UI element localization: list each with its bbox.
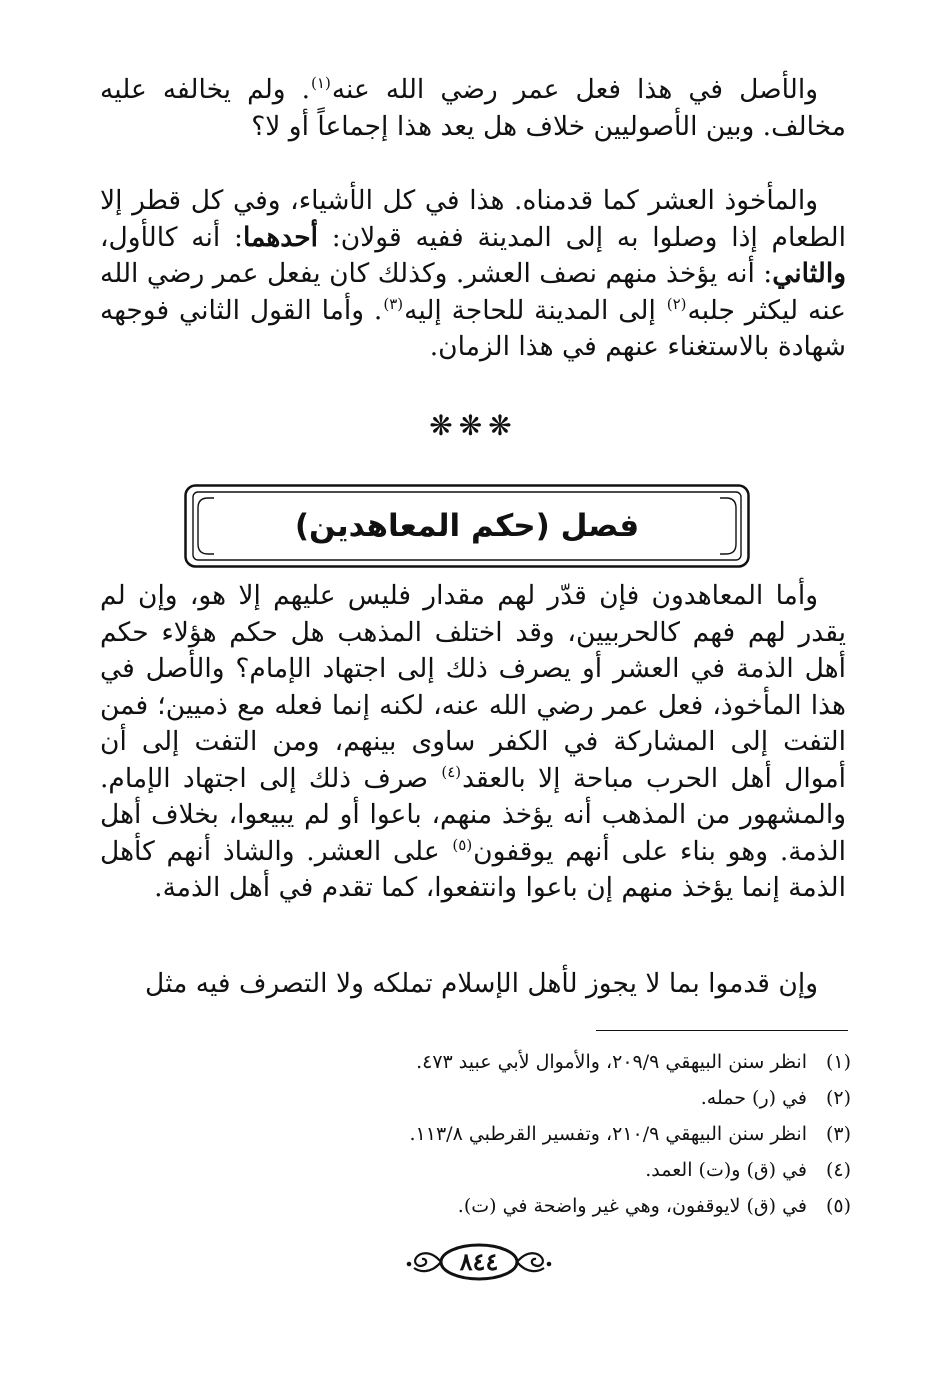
section-heading-title: فصل (حكم المعاهدين)	[294, 508, 640, 544]
footnote-number: (٤)	[825, 1159, 851, 1181]
footnote-text: انظر سنن البيهقي ٢٠٩/٩، والأموال لأبي عبيد ٤٧٣.	[416, 1051, 807, 1073]
paragraph-text: على العشر. والشاذ أنهم كأهل الذمة إنما يؤخذ منهم إن باعوا وانتفعوا، كما تقدم في أهل الذمة.	[100, 835, 846, 903]
paragraph-text: : أنه كالأول،	[100, 221, 243, 253]
paragraph-consensus	[100, 72, 846, 145]
footnote-text: في (ق) و(ت) العمد.	[645, 1159, 807, 1181]
paragraph-tithe	[100, 183, 846, 366]
paragraph-text: : أنه يؤخذ منهم نصف العشر. وكذلك كان يفعل عمر رضي الله عنه ليكثر جلبه	[100, 258, 846, 326]
paragraph-text: . وأما القول الثاني فوجهه شهادة بالاستغناء عنهم في هذا الزمان.	[100, 294, 846, 362]
paragraph-text: وإن قدموا بما لا يجوز لأهل الإسلام تملكه ولا التصرف فيه مثل	[145, 968, 818, 999]
footnote-item	[91, 1044, 851, 1080]
page-number: ٨٤٤	[459, 1247, 499, 1276]
footnote-number: (٢)	[825, 1087, 851, 1109]
footnotes-list	[91, 1044, 851, 1224]
paragraph-text: والأصل في هذا فعل عمر رضي الله عنه	[331, 74, 818, 105]
paragraph-text: صرف ذلك إلى اجتهاد الإمام. والمشهور من المذهب أنه يؤخذ منهم، باعوا أو لم يبيعوا، بخلاف أهل الذمة. وهو بناء على أنهم يوقفون	[100, 762, 846, 867]
footnote-item	[91, 1116, 851, 1152]
paragraph-text: إلى المدينة للحاجة إليه	[404, 294, 666, 326]
paragraph-text: وأما المعاهدون فإن قدّر لهم مقدار فليس عليهم إلا هو، وإن لم يقدر لهم فهم كالحربيين، وقد اختلف المذهب هل حكم هؤلاء حكم أهل الذمة في العشر أو يصرف ذلك إلى اجتهاد الإمام؟ والأصل في هذا المأخوذ، فعل عمر رضي الله عنه، لكنه إنما فعله مع ذميين؛ فمن التفت إلى المشاركة في الكفر ساوى بينهم، ومن التفت إلى أن أموال أهل الحرب مباحة إلا بالعقد	[100, 580, 846, 794]
paragraph-prohibited-goods	[100, 966, 846, 1003]
paragraph-text: والمأخوذ العشر كما قدمناه. هذا في كل الأشياء، وفي كل قطر إلا الطعام إذا وصلوا به إلى المدينة ففيه قولان:	[100, 185, 846, 253]
footnote-ref-3[interactable]: (٣)	[383, 294, 404, 313]
footnote-number: (٣)	[825, 1123, 851, 1145]
section-divider-ornament: ❋❋❋	[429, 409, 518, 442]
keyword-first-opinion: أحدهما	[242, 221, 318, 253]
footnote-item	[91, 1080, 851, 1116]
paragraph-text: . ولم يخالفه عليه مخالف. وبين الأصوليين خلاف هل يعد هذا إجماعاً أو لا؟	[100, 74, 846, 142]
footnote-separator	[596, 1030, 848, 1031]
footnote-item	[91, 1152, 851, 1188]
footnote-item	[91, 1188, 851, 1224]
footnote-number: (١)	[825, 1051, 851, 1073]
footnote-ref-1[interactable]: (١)	[311, 74, 331, 93]
footnote-number: (٥)	[825, 1195, 851, 1217]
footnote-ref-4[interactable]: (٤)	[441, 762, 462, 781]
keyword-second-opinion: والثاني	[772, 258, 846, 289]
paragraph-covenanters	[100, 578, 846, 907]
section-heading-frame	[184, 484, 750, 568]
footnote-text: في (ق) لايوقفون، وهي غير واضحة في (ت).	[457, 1195, 807, 1217]
page-number-badge	[406, 1240, 552, 1284]
footnote-text: انظر سنن البيهقي ٢١٠/٩، وتفسير القرطبي ١١٣/٨.	[409, 1123, 807, 1145]
footnote-ref-2[interactable]: (٢)	[666, 294, 687, 313]
footnote-ref-5[interactable]: (٥)	[452, 835, 473, 854]
footnote-text: في (ر) حمله.	[700, 1087, 807, 1109]
